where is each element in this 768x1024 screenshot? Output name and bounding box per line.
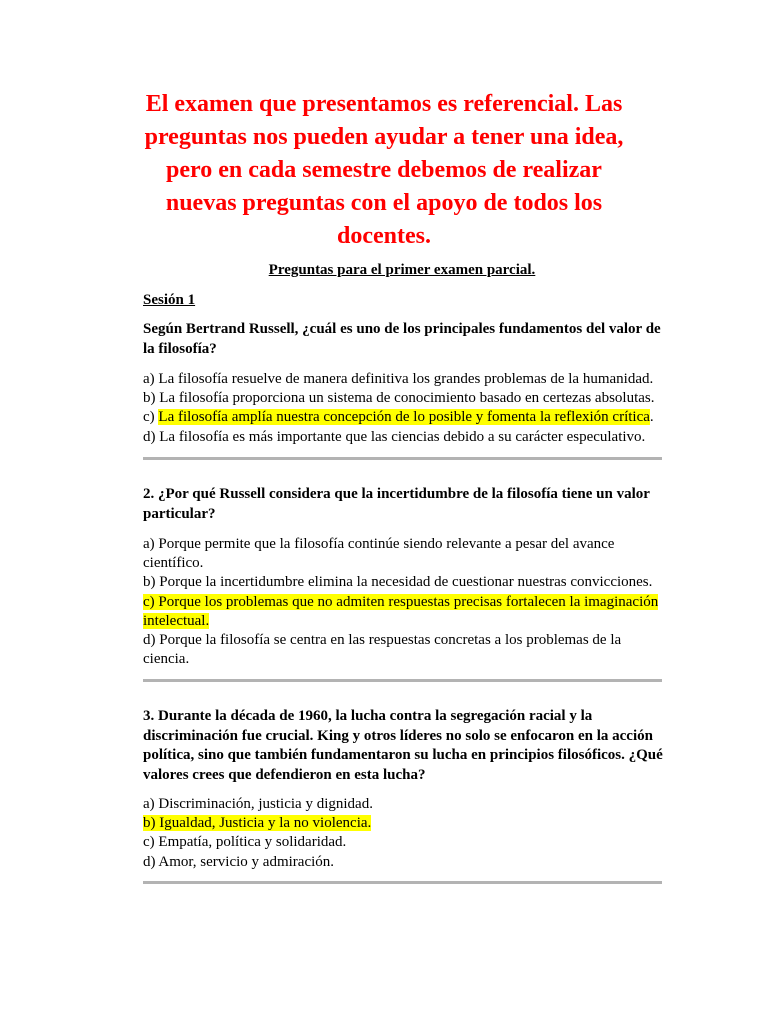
option-b: b) La filosofía proporciona un sistema de conocimiento basado en certezas absolutas. <box>143 390 655 407</box>
option-c <box>143 408 663 427</box>
option-c: c) Empatía, política y solidaridad. <box>143 834 347 851</box>
divider <box>143 457 662 460</box>
question-2-text: 2. ¿Por qué Russell considera que la incertidumbre de la filosofía tiene un valor particular? <box>143 486 650 522</box>
option-c-highlighted-answer: La filosofía amplía nuestra concepción de lo posible y fomenta la reflexión crítica <box>158 409 650 426</box>
question-3-options <box>143 795 663 872</box>
question-1-options <box>143 370 663 447</box>
question-3-text: 3. Durante la década de 1960, la lucha contra la segregación racial y la discriminación fue crucial. King y otros líderes no solo se enfocaron en la acción política, sino que también fundamentaron su lucha en principios filosóficos. ¿Qué valores crees que defendieron en esta lucha? <box>143 708 663 783</box>
option-a: a) La filosofía resuelve de manera definitiva los grandes problemas de la humanidad. <box>143 371 654 387</box>
question-2-options <box>143 535 663 669</box>
option-c-period: . <box>649 409 654 426</box>
option-a: a) Porque permite que la filosofía continúe siendo relevante a pesar del avance científico. <box>143 536 615 572</box>
option-d: d) Amor, servicio y admiración. <box>143 853 335 870</box>
option-a: a) Discriminación, justicia y dignidad. <box>143 796 373 812</box>
option-b-highlight: b) Igualdad, Justicia y la no violencia. <box>143 815 372 832</box>
option-c-highlighted-answer <box>143 593 663 631</box>
option-d: d) La filosofía es más importante que las ciencias debido a su carácter especulativo. <box>143 428 646 445</box>
session-label: Sesión 1 <box>143 292 196 308</box>
option-d: d) Porque la filosofía se centra en las respuestas concretas a los problemas de la ciencia. <box>143 632 622 668</box>
intro-note: El examen que presentamos es referencial. Las preguntas nos pueden ayudar a tener una idea, pero en cada semestre debemos de realizar nuevas preguntas con el apoyo de todos los docentes. <box>144 91 624 249</box>
option-c-letter: c) <box>143 409 159 426</box>
option-c-highlight: c) Porque los problemas que no admiten respuestas precisas fortalecen la imaginación intelectual. <box>143 593 659 629</box>
option-b: b) Porque la incertidumbre elimina la necesidad de cuestionar nuestras convicciones. <box>143 574 653 591</box>
option-b-highlighted-answer <box>143 814 663 833</box>
divider <box>143 881 662 884</box>
question-1-text: Según Bertrand Russell, ¿cuál es uno de los principales fundamentos del valor de la filosofía? <box>143 321 661 357</box>
divider <box>143 679 662 682</box>
exam-subtitle: Preguntas para el primer examen parcial. <box>268 262 536 278</box>
